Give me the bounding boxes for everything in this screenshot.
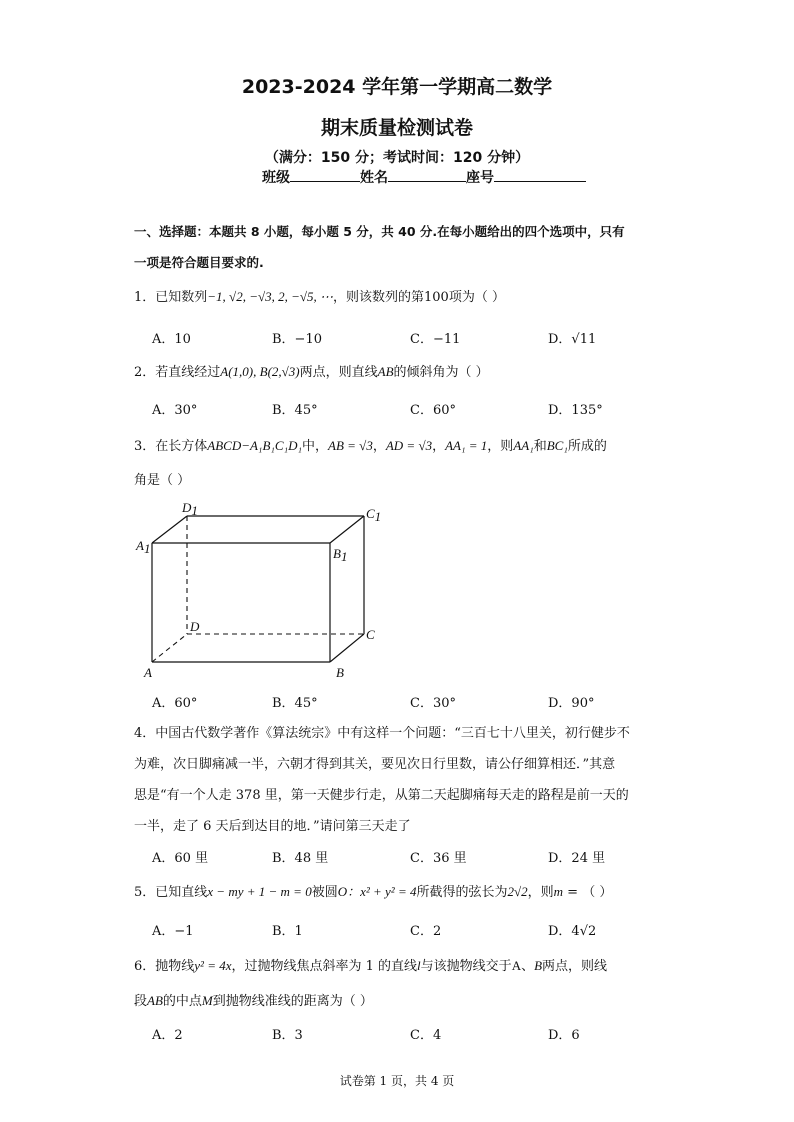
q1-option-d[interactable]: D．√11: [548, 332, 597, 347]
q6-option-b[interactable]: B．3: [272, 1028, 303, 1043]
question-2: 2．若直线经过A(1,0), B(2,√3)两点，则直线AB的倾斜角为（ ）: [134, 364, 489, 380]
q6-option-d[interactable]: D．6: [548, 1028, 580, 1043]
q3-option-a[interactable]: A．60°: [152, 696, 198, 711]
q4-option-d[interactable]: D．24 里: [548, 851, 606, 866]
question-1: 1．已知数列−1, √2, −√3, 2, −√5, ⋯，则该数列的第100项为（ ）: [134, 289, 505, 305]
label-d1: D1: [182, 500, 198, 518]
q6-option-c[interactable]: C．4: [410, 1028, 442, 1043]
label-c1: C1: [366, 506, 382, 524]
q5-option-a[interactable]: A．−1: [152, 924, 194, 939]
label-c: C: [366, 627, 375, 642]
q3-option-d[interactable]: D．90°: [548, 696, 595, 711]
q1-option-b[interactable]: B．−10: [272, 332, 322, 347]
q2-option-b[interactable]: B．45°: [272, 403, 318, 418]
q4-option-a[interactable]: A．60 里: [152, 851, 209, 866]
question-4-line1: 4．中国古代数学著作《算法统宗》中有这样一个问题：“三百七十八里关，初行健步不: [134, 726, 630, 741]
q2-option-d[interactable]: D．135°: [548, 403, 603, 418]
q4-option-b[interactable]: B．48 里: [272, 851, 329, 866]
q3-option-c[interactable]: C．30°: [410, 696, 456, 711]
q1-sequence: −1, √2, −√3, 2, −√5, ⋯: [207, 289, 334, 304]
exam-info: （满分：150 分；考试时间：120 分钟）: [264, 150, 530, 166]
label-b: B: [336, 665, 344, 680]
edge-a1-d1: [152, 516, 187, 543]
edge-b1-c1: [330, 516, 364, 543]
class-label: 班级: [262, 170, 290, 186]
label-a: A: [144, 665, 152, 680]
class-field[interactable]: [290, 167, 360, 182]
exam-title-line1: 2023-2024 学年第一学期高二数学: [241, 76, 553, 98]
student-info-row: [262, 167, 586, 187]
q3-option-b[interactable]: B．45°: [272, 696, 318, 711]
q2-option-c[interactable]: C．60°: [410, 403, 456, 418]
q4-option-c[interactable]: C．36 里: [410, 851, 467, 866]
seat-field[interactable]: [494, 167, 586, 182]
q1-option-c[interactable]: C．−11: [410, 332, 461, 347]
page-footer: 试卷第 1 页，共 4 页: [339, 1074, 455, 1088]
section1-heading: 一、选择题：本题共 8 小题，每小题 5 分，共 40 分.在每小题给出的四个选项中，只有: [134, 224, 625, 239]
seat-label: 座号: [466, 170, 494, 186]
q5-option-d[interactable]: D．4√2: [548, 924, 597, 939]
name-label: 姓名: [360, 170, 388, 186]
q5-option-b[interactable]: B．1: [272, 924, 303, 939]
section1-heading-cont: 一项是符合题目要求的.: [134, 255, 264, 270]
question-4-line3: 思是“有一个人走 378 里，第一天健步行走，从第二天起脚痛每天走的路程是前一天的: [134, 788, 629, 803]
question-3-cont: 角是（ ）: [134, 473, 191, 488]
question-6-line1: 6．抛物线y² = 4x，过抛物线焦点斜率为 1 的直线l与该抛物线交于A、B两点，则线: [134, 958, 608, 974]
question-5: 5．已知直线x − my + 1 − m = 0被圆O：x² + y² = 4所截得的弦长为2√2，则m = （ ）: [134, 884, 613, 900]
question-4-line2: 为难，次日脚痛减一半，六朝才得到其关，要见次日行里数，请公仔细算相还．”其意: [134, 757, 616, 772]
exam-title-line2: 期末质量检测试卷: [320, 117, 473, 139]
q5-option-c[interactable]: C．2: [410, 924, 442, 939]
label-d: D: [190, 619, 200, 634]
edge-a-d-hidden: [152, 634, 187, 662]
cuboid-figure: [130, 498, 400, 688]
edge-b-c: [330, 634, 364, 662]
label-a1: A1: [136, 538, 151, 556]
question-4-line4: 一半，走了 6 天后到达目的地．”请问第三天走了: [134, 819, 411, 834]
name-field[interactable]: [388, 167, 466, 182]
question-3: 3．在长方体ABCD−A₁B₁C₁D₁中，AB = √3，AD = √3，AA₁ = 1，则AA₁和BC₁所成的: [134, 438, 607, 454]
label-b1: B1: [333, 546, 348, 564]
q6-option-a[interactable]: A．2: [152, 1028, 183, 1043]
q1-option-a[interactable]: A．10: [152, 332, 191, 347]
q2-option-a[interactable]: A．30°: [152, 403, 198, 418]
question-6-line2: 段AB的中点M到抛物线准线的距离为（ ）: [134, 993, 373, 1009]
